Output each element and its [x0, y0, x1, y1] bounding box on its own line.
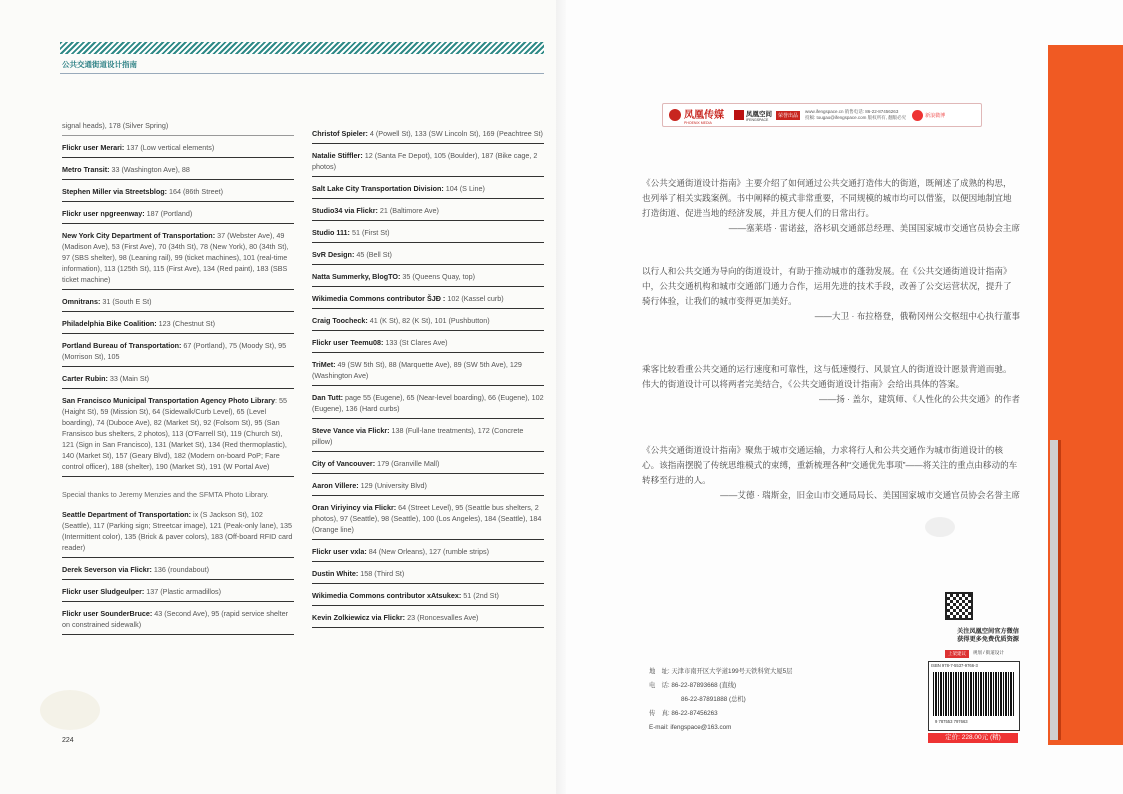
credit-entry: [312, 455, 544, 474]
contact-line-1: www.ifengspace.cn 销售电话: 86-22-87456263: [805, 109, 899, 114]
credit-name: SvR Design:: [312, 250, 355, 259]
special-thanks-note: Special thanks to Jeremy Menzies and the SFMTA Photo Library.: [62, 490, 269, 499]
logo1-name: 凤凰传媒: [684, 109, 724, 121]
paper-smudge-right: [925, 517, 955, 537]
credit-pages: 67 (Portland), 75 (Moody St), 95 (Morrison St), 105: [62, 341, 287, 361]
credit-pages: 138 (Full-lane treatments), 172 (Concrete pillow): [312, 426, 524, 446]
title-rule: [60, 73, 544, 74]
credit-entry: [312, 334, 544, 353]
address-line: 地 址: 天津市南开区大学道199号天铁科贸大厦5层: [649, 668, 793, 675]
credit-entry: [62, 183, 294, 202]
credit-entry: [312, 587, 544, 606]
paper-smudge: [40, 690, 100, 730]
credit-pages: 123 (Chestnut St): [156, 319, 215, 328]
ifengspace-logo: [734, 109, 772, 122]
credit-entry: [312, 499, 544, 540]
credit-name: Flickr user Sludgeulper:: [62, 587, 145, 596]
credit-name: Flickr user vxla:: [312, 547, 367, 556]
credit-pages: 35 (Queens Quay, top): [400, 272, 475, 281]
credit-entry: [312, 290, 544, 309]
credit-name: Kevin Zolkiewicz via Flickr:: [312, 613, 406, 622]
credit-entry: [312, 565, 544, 584]
section-title: 公共交通街道设计指南: [62, 60, 137, 69]
credit-entry: [62, 370, 294, 389]
credit-name: San Francisco Municipal Transportation Agency Photo Library: [62, 396, 275, 405]
quote-text: 以行人和公共交通为导向的街道设计，有助于推动城市的蓬勃发展。在《公共交通街道设计指南》中，公共交通机构和城市交通部门通力合作，运用先进的技术手段，改善了公交运营状况，提升了骑行体验，让我们的城市变得更加美好。: [642, 266, 1012, 306]
credit-entry: [312, 477, 544, 496]
email-line: E-mail: ifengspace@163.com: [649, 724, 732, 731]
credit-pages: 37 (Webster Ave), 49 (Madison Ave), 53 (First Ave), 70 (34th St), 78 (New York), 80 (34th St), 97 (SBS shelter), 98 (Leaning rail), 99 (ticket machines), 101 (real-time information), 113 (125th St), 115 (First Ave), 134 (Red paint), 183 (SBS ticket machine): [62, 231, 289, 284]
credit-pages: 84 (New Orleans), 127 (rumble strips): [366, 547, 489, 556]
phone-line-1: 电 话: 86-22-87893668 (直线): [649, 682, 737, 689]
credit-name: New York City Department of Transportation:: [62, 231, 216, 240]
credit-name: Natta Summerky, BlogTO:: [312, 272, 401, 281]
isbn-barcode: [928, 661, 1020, 731]
quote-attribution: ——塞莱塔 · 雷诺兹，洛杉矶交通部总经理、美国国家城市交通官员协会主席: [728, 223, 1020, 233]
phoenix-logo-icon: [669, 109, 681, 121]
credit-entry: [62, 161, 294, 180]
quote-attribution: ——大卫 · 布拉格登，俄勒冈州公交枢纽中心执行董事: [814, 311, 1020, 321]
credit-pages: 12 (Santa Fe Depot), 105 (Boulder), 187 (Bike cage, 2 photos): [312, 151, 538, 171]
credit-pages: 102 (Kassel curb): [445, 294, 504, 303]
credit-pages: : 55 (Haight St), 59 (Mission St), 64 (Sidewalk/Curb Level), 65 (Level boarding), 74 (Duboce Ave), 82 (Market St), 92 (Folsom St), 95 (San Fransisco bus shelters, 2 photos), 113 (O'Farrell St), 119 (Church St), 121 (Sign in San Francisco), 131 (Market St), 134 (Red thermoplastic), 140 (Market St), 157 (Geary Blvd), 182 (Modern on-board PoP; Fare control officer), 188 (shelter), 190 (Market St), 191 (W Portal Ave): [62, 396, 287, 471]
credit-pages: 129 (University Blvd): [358, 481, 427, 490]
quote-text: 《公共交通街道设计指南》主要介绍了如何通过公共交通打造伟大的街道，既阐述了成熟的构思，也列举了相关实践案例。书中阐释的模式非常重要，不同规模的城市均可以借鉴，以便因地制宜地打造街道、促进当地的经济发展，并且方便人们的日常出行。: [642, 178, 1012, 218]
credit-name: Portland Bureau of Transportation:: [62, 341, 182, 350]
credit-name: Aaron Villere:: [312, 481, 359, 490]
credit-name: Stephen Miller via Streetsblog:: [62, 187, 168, 196]
credit-entry: [312, 147, 544, 177]
credit-pages: 43 (Second Ave), 95 (rapid service shelter on constrained sidewalk): [62, 609, 288, 629]
credit-pages: 23 (Roncesvalles Ave): [405, 613, 479, 622]
credit-name: City of Vancouver:: [312, 459, 376, 468]
quote-text: 乘客比较看重公共交通的运行速度和可靠性，这与低速慢行、风景宜人的街道设计愿景背道而驰。伟大的街道设计可以将两者完美结合，《公共交通街道设计指南》会给出具体的答案。: [642, 364, 1012, 389]
weibo-label: 新浪微博: [925, 112, 946, 119]
credit-pages: 31 (South E St): [100, 297, 152, 306]
credit-entry: [62, 205, 294, 224]
credit-pages: 41 (K St), 82 (K St), 101 (Pushbutton): [367, 316, 490, 325]
credit-pages: 45 (Bell St): [354, 250, 392, 259]
credit-pages: 51 (First St): [349, 228, 390, 237]
credit-entry: [62, 583, 294, 602]
credit-entry: [62, 315, 294, 334]
credit-pages: 137 (Low vertical elements): [124, 143, 215, 152]
credit-entry: [312, 356, 544, 386]
credit-name: Natalie Stiffler:: [312, 151, 363, 160]
credit-pages: 64 (Street Level), 95 (Seattle bus shelters, 2 photos), 97 (Seattle), 98 (Seattle), 100 (Los Angeles), 184 (Seattle), 184 (Orange line): [312, 503, 542, 534]
credit-pages: page 55 (Eugene), 65 (Near-level boarding), 66 (Eugene), 102 (Eugene), 136 (Hard curbs): [312, 393, 544, 413]
credit-name: Flickr user SounderBruce:: [62, 609, 153, 618]
header-hatch-bar: [60, 42, 544, 54]
quote-attribution: ——艾德 · 瑞斯金，旧金山市交通局局长、美国国家城市交通官员协会名誉主席: [720, 490, 1020, 500]
credit-entry: [312, 389, 544, 419]
contact-info: [805, 109, 906, 121]
credit-entry: [62, 227, 294, 290]
credit-name: Derek Severson via Flickr:: [62, 565, 152, 574]
credit-pages: 33 (Main St): [107, 374, 150, 383]
credit-name: Studio 111:: [312, 228, 350, 237]
credit-entry: [312, 224, 544, 243]
price-label: 定价: 228.00元 (精): [928, 733, 1018, 743]
credit-pages: 164 (86th Street): [167, 187, 223, 196]
credit-pages: 137 (Plastic armadillos): [144, 587, 221, 596]
credit-name: TriMet:: [312, 360, 336, 369]
credit-name: Oran Viriyincy via Flickr:: [312, 503, 397, 512]
credit-entry: [62, 139, 294, 158]
credit-name: Seattle Department of Transportation:: [62, 510, 191, 519]
credit-entry: [312, 125, 544, 144]
qr-caption-line-1: 关注凤凰空间官方微信: [957, 628, 1019, 635]
credit-pages: signal heads), 178 (Silver Spring): [62, 121, 169, 130]
credit-entry: [62, 506, 294, 558]
credit-entry: [62, 561, 294, 580]
credit-pages: 51 (2nd St): [461, 591, 499, 600]
isbn-number: ISBN 978-7-5537-9766-3: [931, 663, 978, 668]
credit-pages: 21 (Baltimore Ave): [377, 206, 439, 215]
credit-name: Flickr user Teemu08:: [312, 338, 384, 347]
credit-name: Flickr user Merari:: [62, 143, 125, 152]
credit-pages: 133 (St Clares Ave): [383, 338, 448, 347]
quote-1: [642, 176, 1020, 236]
qr-caption-line-2: 获得更多免费优质资源: [957, 636, 1019, 643]
credit-entry: [312, 180, 544, 199]
book-fold: [556, 0, 566, 794]
credit-name: Dan Tutt:: [312, 393, 344, 402]
credits-column-left: [62, 117, 294, 638]
quote-3: [642, 362, 1020, 407]
honor-tag: 荣誉出品: [778, 112, 799, 119]
quote-attribution: ——扬 · 盖尔，建筑师、《人性化的公共交通》的作者: [819, 394, 1020, 404]
credit-entry: [312, 246, 544, 265]
barcode-digits: 9 787553 797663: [935, 719, 968, 724]
shelf-tag-category: 规划 / 街道设计: [973, 650, 1004, 655]
fax-line: 传 真: 86-22-87456263: [649, 710, 718, 717]
credit-name: Dustin White:: [312, 569, 359, 578]
credit-entry: [62, 117, 294, 136]
publisher-header: [662, 103, 982, 127]
credit-name: Wikimedia Commons contributor ŠJĐ :: [312, 294, 446, 303]
credit-entry: [312, 422, 544, 452]
credits-column-right: [312, 125, 544, 631]
logo2-sub: IFENGSPACE: [746, 117, 769, 122]
shelf-tags: [945, 650, 1004, 658]
credit-entry: [62, 392, 294, 477]
credit-entry: [312, 543, 544, 562]
ifengspace-logo-icon: [734, 110, 744, 120]
credit-entry: [62, 605, 294, 635]
credit-pages: 179 (Granville Mall): [375, 459, 440, 468]
credit-pages: 49 (SW 5th St), 88 (Marquette Ave), 89 (SW 5th Ave), 129 (Washington Ave): [312, 360, 522, 380]
credit-name: Salt Lake City Transportation Division:: [312, 184, 444, 193]
left-page: [0, 0, 560, 794]
credit-name: Studio34 via Flickr:: [312, 206, 378, 215]
credit-name: Omnitrans:: [62, 297, 101, 306]
credit-entry: [312, 312, 544, 331]
credit-name: Wikimedia Commons contributor xAtsukex:: [312, 591, 462, 600]
credit-entry: [312, 609, 544, 628]
credit-pages: 104 (S Line): [443, 184, 485, 193]
credit-pages: 158 (Third St): [358, 569, 405, 578]
credit-entry: [312, 268, 544, 287]
cover-spine-band: [1048, 45, 1123, 745]
qr-caption: [916, 628, 1019, 644]
weibo-badge: [912, 110, 945, 121]
credit-name: Flickr user npgreenway:: [62, 209, 145, 218]
quote-2: [642, 264, 1020, 324]
shelf-tag-red: 上架建议: [945, 650, 969, 658]
credit-entry: [62, 337, 294, 367]
credit-name: Philadelphia Bike Coalition:: [62, 319, 157, 328]
phoenix-media-logo: [669, 106, 724, 125]
wechat-qr-code-icon: [945, 592, 973, 620]
credit-pages: ix (S Jackson St), 102 (Seattle), 117 (Parking sign; Streetcar image), 121 (Peak-only lane), 135 (Intermittent color), 135 (Brick & paver colors), 183 (Off-board RFID card reader): [62, 510, 293, 552]
publisher-address: [649, 665, 792, 735]
page-number: 224: [62, 737, 74, 744]
credit-name: Metro Transit:: [62, 165, 110, 174]
credit-entry: [62, 293, 294, 312]
quote-4: [642, 443, 1020, 503]
credit-name: Steve Vance via Flickr:: [312, 426, 390, 435]
credit-pages: 187 (Portland): [144, 209, 193, 218]
logo1-sub: PHOENIX MEDIA: [684, 120, 712, 125]
barcode-icon: [933, 672, 1015, 716]
credit-name: Carter Rubin:: [62, 374, 108, 383]
phone-line-2: 86-22-87891888 (总机): [681, 696, 746, 703]
quote-text: 《公共交通街道设计指南》聚焦于城市交通运输，力求将行人和公共交通作为城市街道设计的核心。该指南摆脱了传统思维模式的束缚，重新梳理各种“交通优先事项”——将关注的重点由移动的车转移至行进的人。: [642, 445, 1018, 485]
credit-entry: [312, 202, 544, 221]
contact-line-2: 投稿: tougao@ifengspace.com 版权所有, 翻版必究: [805, 115, 907, 120]
credit-name: Craig Toocheck:: [312, 316, 368, 325]
credit-pages: 4 (Powell St), 133 (SW Lincoln St), 169 (Peachtree St): [367, 129, 543, 138]
weibo-icon: [912, 110, 923, 121]
credit-name: Christof Spieler:: [312, 129, 368, 138]
credit-pages: 136 (roundabout): [151, 565, 210, 574]
credit-pages: 33 (Washington Ave), 88: [109, 165, 190, 174]
logo2-name: 凤凰空间: [746, 110, 772, 118]
